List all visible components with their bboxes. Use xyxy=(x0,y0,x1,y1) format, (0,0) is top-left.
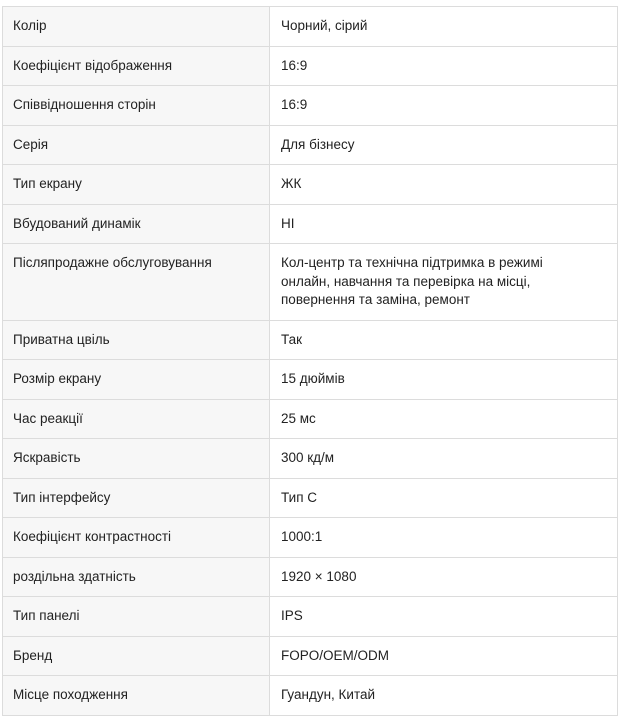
spec-key: Коефіцієнт контрастності xyxy=(3,518,270,558)
spec-key: роздільна здатність xyxy=(3,557,270,597)
spec-key: Вбудований динамік xyxy=(3,204,270,244)
spec-value: НІ xyxy=(270,204,618,244)
spec-key: Співвідношення сторін xyxy=(3,86,270,126)
spec-key: Розмір екрану xyxy=(3,360,270,400)
spec-value: 1920 × 1080 xyxy=(270,557,618,597)
table-row xyxy=(3,557,618,597)
table-row xyxy=(3,399,618,439)
table-row xyxy=(3,636,618,676)
spec-value: Так xyxy=(270,320,618,360)
spec-value: 300 кд/м xyxy=(270,439,618,479)
spec-table xyxy=(2,6,618,716)
table-row xyxy=(3,518,618,558)
spec-value: 16:9 xyxy=(270,86,618,126)
table-row xyxy=(3,125,618,165)
spec-value: Кол-центр та технічна підтримка в режимі онлайн, навчання та перевірка на місці, повернення та заміна, ремонт xyxy=(270,244,618,321)
spec-value: Чорний, сірий xyxy=(270,7,618,47)
table-row xyxy=(3,204,618,244)
spec-key: Тип панелі xyxy=(3,597,270,637)
spec-value: Тип C xyxy=(270,478,618,518)
table-row xyxy=(3,478,618,518)
spec-key: Післяпродажне обслуговування xyxy=(3,244,270,321)
spec-key: Коефіцієнт відображення xyxy=(3,46,270,86)
spec-key: Приватна цвіль xyxy=(3,320,270,360)
table-row xyxy=(3,360,618,400)
spec-value: 1000:1 xyxy=(270,518,618,558)
table-row xyxy=(3,46,618,86)
table-row xyxy=(3,439,618,479)
table-row xyxy=(3,244,618,321)
table-row xyxy=(3,7,618,47)
spec-key: Бренд xyxy=(3,636,270,676)
spec-value: 16:9 xyxy=(270,46,618,86)
spec-value: ЖК xyxy=(270,165,618,205)
spec-value: 15 дюймів xyxy=(270,360,618,400)
spec-value: 25 мс xyxy=(270,399,618,439)
spec-value: Гуандун, Китай xyxy=(270,676,618,716)
spec-key: Колір xyxy=(3,7,270,47)
spec-key: Тип екрану xyxy=(3,165,270,205)
table-row xyxy=(3,676,618,716)
table-row xyxy=(3,165,618,205)
table-row xyxy=(3,597,618,637)
spec-value: Для бізнесу xyxy=(270,125,618,165)
spec-key: Час реакції xyxy=(3,399,270,439)
spec-key: Серія xyxy=(3,125,270,165)
spec-value: FOPO/OEM/ODM xyxy=(270,636,618,676)
table-row xyxy=(3,320,618,360)
spec-key: Місце походження xyxy=(3,676,270,716)
spec-value: IPS xyxy=(270,597,618,637)
spec-key: Тип інтерфейсу xyxy=(3,478,270,518)
spec-key: Яскравість xyxy=(3,439,270,479)
table-row xyxy=(3,86,618,126)
